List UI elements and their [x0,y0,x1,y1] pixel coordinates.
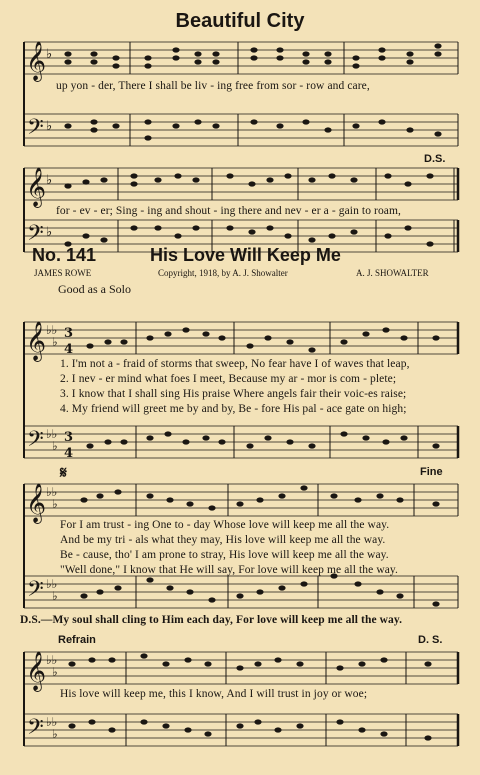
svg-text:♭: ♭ [46,119,53,134]
refrain-label: Refrain [58,634,96,646]
fine-marking: Fine [420,466,443,478]
svg-text:♭♭: ♭♭ [46,485,58,499]
verse-line-2: 2. I nev - er mind what foes I meet, Because my ar - mor is com - plete; [60,373,397,385]
svg-text:♭: ♭ [46,47,53,62]
song-title-beautiful-city: Beautiful City [175,10,305,32]
lyric-line-song1-b: for - ev - er; Sing - ing and shout - ing there and nev - er a - gain to roam, [56,205,402,217]
svg-text:♭: ♭ [52,497,58,511]
chorus-line-4: "Well done," I know that He will say, For love will keep me all the way. [60,564,399,576]
svg-text:𝄢: 𝄢 [27,577,44,607]
svg-text:♭: ♭ [52,439,58,453]
svg-text:𝄢: 𝄢 [27,715,44,745]
svg-text:𝄋: 𝄋 [60,463,67,482]
svg-text:♭♭: ♭♭ [46,577,58,591]
svg-text:𝄞: 𝄞 [26,483,47,523]
svg-text:4: 4 [64,342,74,357]
svg-text:♭♭: ♭♭ [46,715,58,729]
svg-text:𝄞: 𝄞 [26,321,47,361]
svg-text:♭♭: ♭♭ [46,323,58,337]
refrain-line: His love will keep me, this I know, And I will trust in joy or woe; [60,688,368,700]
tempo-marking: Good as a Solo [58,282,131,296]
verse-line-3: 3. I know that I shall sing His praise Where angels fair their voic-es raise; [60,388,407,400]
verse-line-4: 4. My friend will greet me by and by, Be - fore His pal - ace gate on high; [60,403,407,415]
svg-text:𝄢: 𝄢 [27,115,44,145]
svg-text:♭: ♭ [52,727,58,741]
svg-text:𝄞: 𝄞 [26,41,47,81]
chorus-line-2: And be my tri - als what they may, His love will keep me all the way. [60,534,386,546]
hymn-number: No. 141 [32,245,97,265]
svg-text:𝄞: 𝄞 [26,651,47,691]
chorus-line-3: Be - cause, tho' I am prone to stray, His love will keep me all the way. [60,549,389,561]
svg-text:3: 3 [64,326,74,341]
ds-line: D.S.—My soul shall cling to Him each day, For love will keep me all the way. [20,614,403,626]
composer: A. J. SHOWALTER [356,268,429,278]
svg-text:♭: ♭ [46,173,53,188]
svg-text:♭: ♭ [46,225,53,240]
verse-line-1: 1. I'm not a - fraid of storms that sweep, No fear have I of waves that leap, [60,358,410,370]
chorus-line-1: For I am trust - ing One to - day Whose love will keep me all the way. [60,519,390,531]
svg-text:𝄢: 𝄢 [27,221,44,251]
copyright: Copyright, 1918, by A. J. Showalter [158,268,288,278]
svg-text:♭: ♭ [52,589,58,603]
lyric-line-song1-a: up yon - der, There I shall be liv - ing free from sor - row and care, [56,80,370,92]
svg-text:𝄢: 𝄢 [27,427,44,457]
svg-text:♭♭: ♭♭ [46,653,58,667]
svg-text:♭♭: ♭♭ [46,427,58,441]
svg-text:♭: ♭ [52,335,58,349]
svg-text:3: 3 [64,430,74,445]
svg-text:4: 4 [64,446,74,461]
lyricist: JAMES ROWE [34,268,92,278]
hymn-title: His Love Will Keep Me [150,245,341,265]
svg-text:♭: ♭ [52,665,58,679]
ds-marking-song1: D.S. [424,153,446,165]
ds-marking-refrain: D. S. [418,634,443,646]
svg-text:𝄞: 𝄞 [26,167,47,207]
